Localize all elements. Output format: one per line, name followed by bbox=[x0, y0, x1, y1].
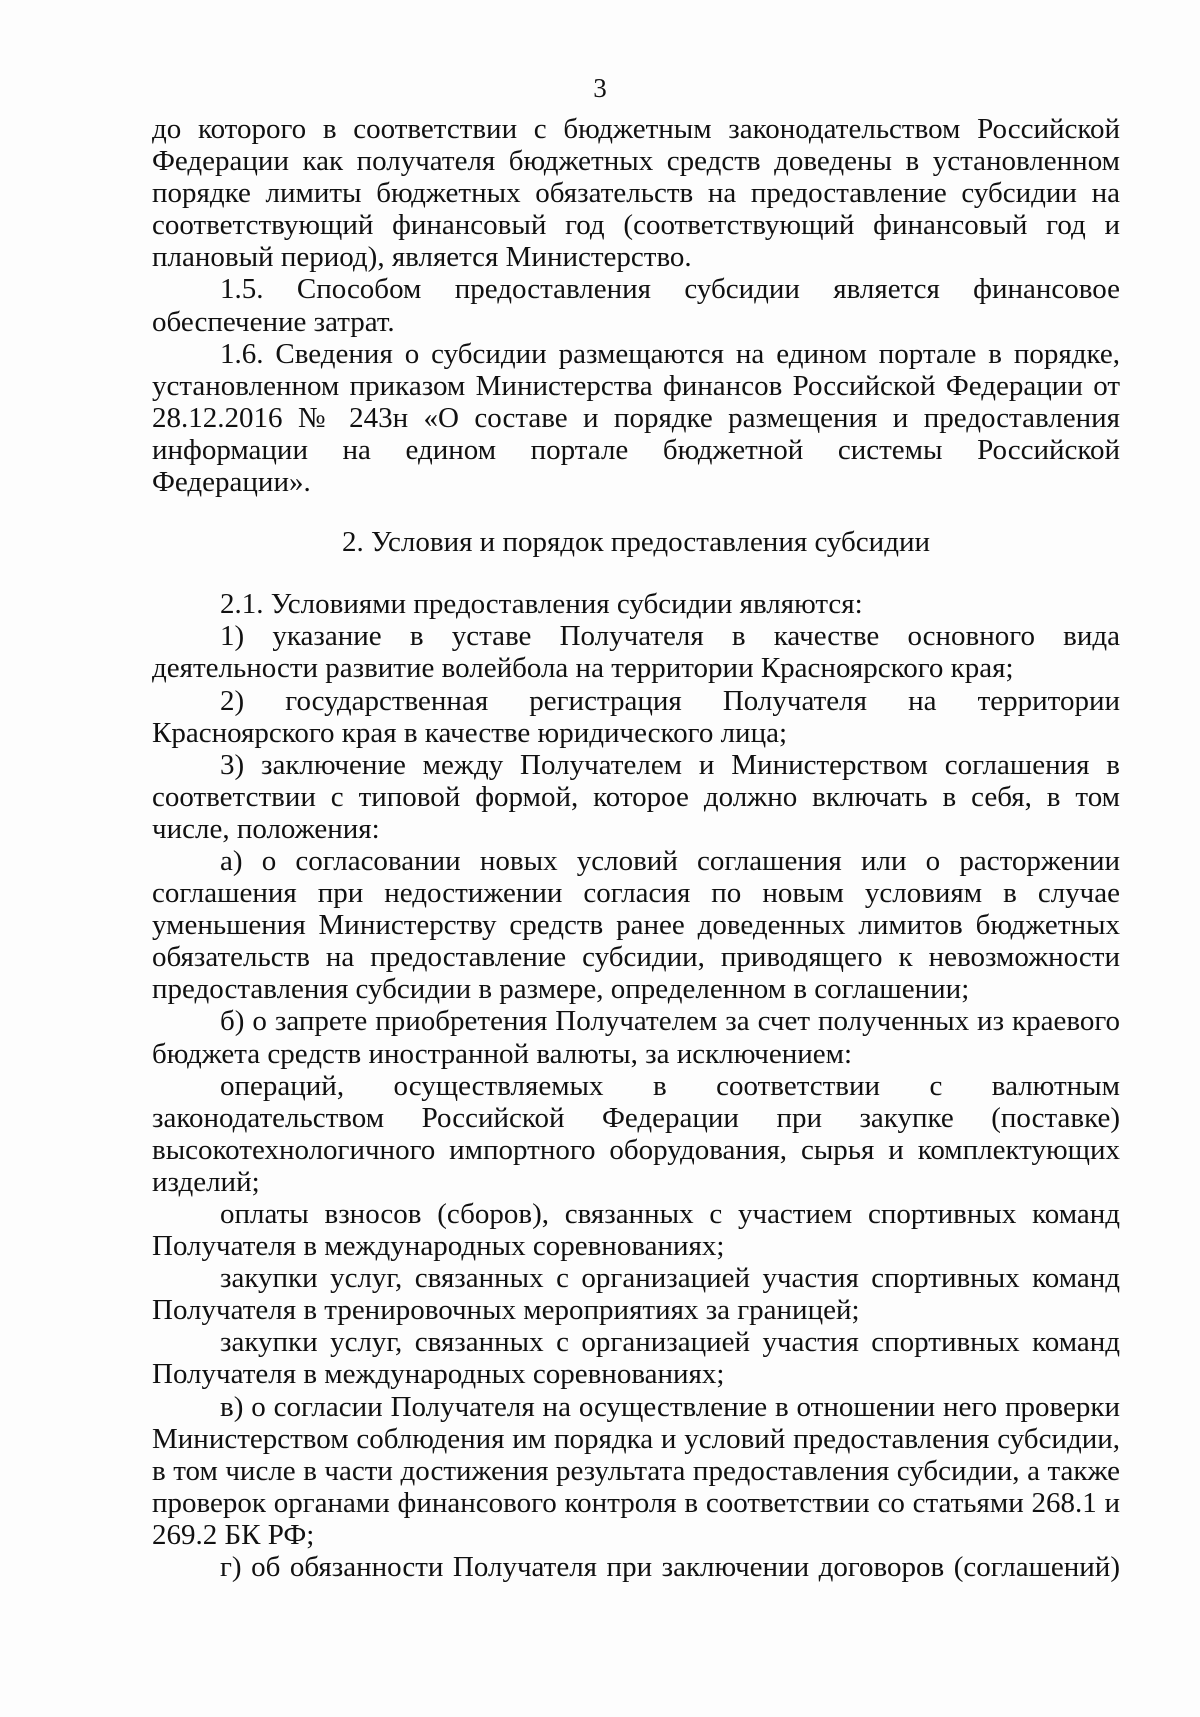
exception-training: закупки услуг, связанных с организацией участия спортивных команд Получателя в тренировочных мероприятиях за границей; bbox=[152, 1262, 1120, 1327]
paragraph-1-6: 1.6. Сведения о субсидии размещаются на едином портале в порядке, установленном приказом Министерства финансов Российской Федерации от 28.12.2016 № 243н «О составе и порядке размещения и предоставления информации на едином портале бюджетной системы Российской Федерации». bbox=[152, 337, 1120, 499]
list-item-1: 1) указание в уставе Получателя в качестве основного вида деятельности развитие волейбола на территории Красноярского края; bbox=[152, 620, 1120, 685]
subitem-v: в) о согласии Получателя на осуществление в отношении него проверки Министерством соблюдения им порядка и условий предоставления субсидии, в том числе в части достижения результата предоставления субсидии, а также проверок органами финансового контроля в соответствии со статьями 268.1 и 269.2 БК РФ; bbox=[152, 1390, 1120, 1551]
exception-operations: операций, осуществляемых в соответствии с валютным законодательством Российской Федерации при закупке (поставке) высокотехнологичного импортного оборудования, сырья и комплектующих изделий; bbox=[152, 1069, 1120, 1198]
list-item-2: 2) государственная регистрация Получателя на территории Красноярского края в качестве юридического лица; bbox=[152, 684, 1120, 749]
list-item-3: 3) заключение между Получателем и Министерством соглашения в соответствии с типовой формой, которое должно включать в себя, в том числе, положения: bbox=[152, 748, 1120, 845]
subitem-b: б) о запрете приобретения Получателем за счет полученных из краевого бюджета средств иностранной валюты, за исключением: bbox=[152, 1005, 1120, 1070]
paragraph-2-1: 2.1. Условиями предоставления субсидии являются: bbox=[220, 588, 863, 621]
exception-competitions: закупки услуг, связанных с организацией участия спортивных команд Получателя в международных соревнованиях; bbox=[152, 1326, 1120, 1391]
exception-fees: оплаты взносов (сборов), связанных с участием спортивных команд Получателя в международных соревнованиях; bbox=[152, 1198, 1120, 1263]
paragraph-continuation: до которого в соответствии с бюджетным законодательством Российской Федерации как получателя бюджетных средств доведены в установленном порядке лимиты бюджетных обязательств на предоставление субсидии на соответствующий финансовый год (соответствующий финансовый год и плановый период), является Министерство. bbox=[152, 113, 1120, 274]
page-number: 3 bbox=[593, 73, 607, 103]
subitem-g: г) об обязанности Получателя при заключении договоров (соглашений) bbox=[220, 1551, 1120, 1584]
section-heading: 2. Условия и порядок предоставления субсидии bbox=[341, 526, 930, 559]
subitem-a: а) о согласовании новых условий соглашения или о расторжении соглашения при недостижении согласия по новым условиям в случае уменьшения Министерству средств ранее доведенных лимитов бюджетных обязательств на предоставление субсидии, приводящего к невозможности предоставления субсидии в размере, определенном в соглашении; bbox=[152, 844, 1120, 1006]
document-body bbox=[152, 113, 1120, 1583]
paragraph-1-5: 1.5. Способом предоставления субсидии является финансовое обеспечение затрат. bbox=[152, 273, 1120, 338]
